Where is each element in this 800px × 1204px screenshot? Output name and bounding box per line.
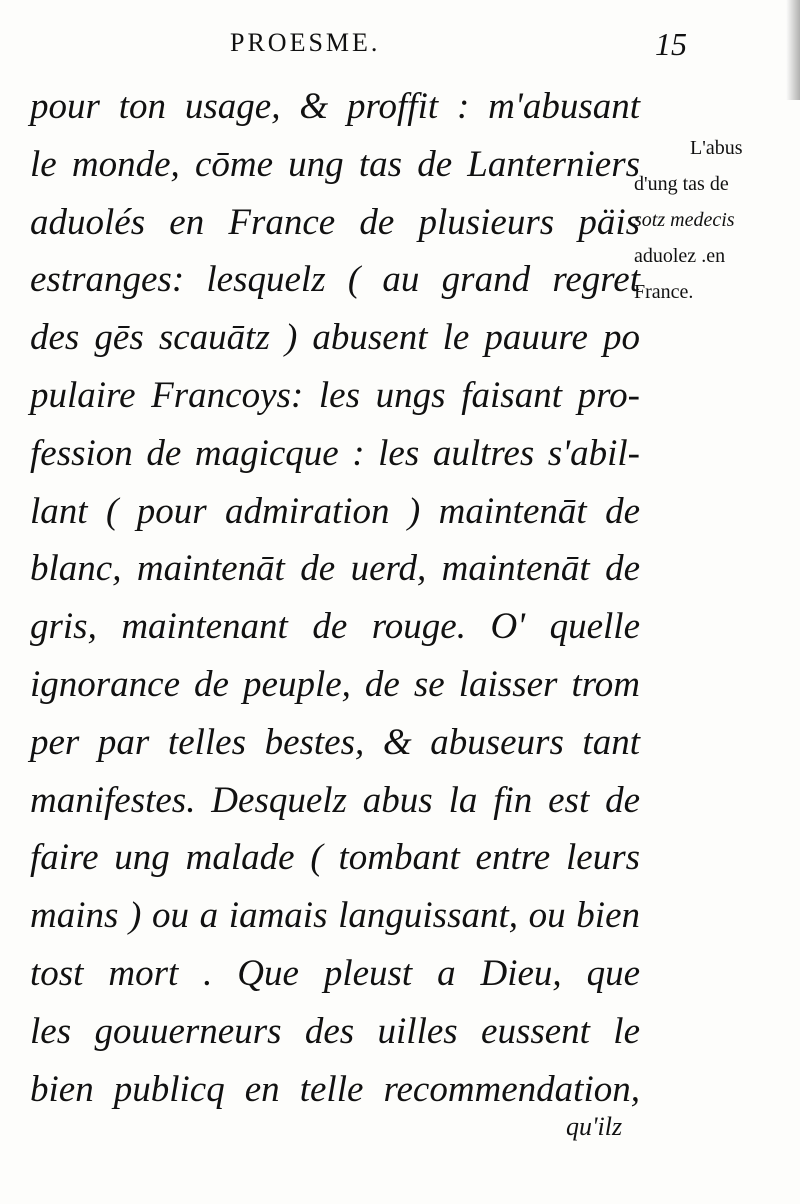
text-line: lant ( pour admiration ) maintenāt de <box>30 490 640 532</box>
text-line: bien publicq en telle recommendation, <box>30 1068 640 1110</box>
text-line: manifestes. Desquelz abus la fin est de <box>30 779 640 821</box>
text-line: blanc, maintenāt de uerd, maintenāt de <box>30 548 640 590</box>
text-line: les gouuerneurs des uilles eussent le <box>30 1010 640 1052</box>
text-line: mains ) ou a iamais languissant, ou bien <box>30 895 640 937</box>
text-line: estranges: lesquelz ( au grand regret <box>30 259 640 301</box>
text-line: ignorance de peuple, de se laisser trom <box>30 663 640 705</box>
text-line: des gēs scauātz ) abusent le pauure po <box>30 317 640 359</box>
text-line: pulaire Francoys: les ungs faisant pro- <box>30 374 640 416</box>
marginal-note-line: aduolez .en <box>634 245 726 267</box>
page-number: 15 <box>655 26 687 62</box>
marginal-note <box>634 130 774 310</box>
text-line: le monde, cōme ung tas de Lanterniers <box>30 143 640 185</box>
text-line: per par telles bestes, & abuseurs tant <box>30 721 640 763</box>
text-line: pour ton usage, & proffit : m'abusant <box>30 86 640 127</box>
marginal-note-line: sotz medecis <box>634 209 735 231</box>
text-line: tost mort . Que pleust a Dieu, que <box>30 952 640 994</box>
text-line: aduolés en France de plusieurs päis <box>30 201 640 243</box>
text-line: fession de magicque : les aultres s'abil- <box>30 432 640 474</box>
catchword: qu'ilz <box>566 1112 623 1141</box>
running-head: PROESME. <box>230 28 381 57</box>
text-line: gris, maintenant de rouge. O' quelle <box>30 606 640 648</box>
page-edge-shadow <box>786 0 800 100</box>
marginal-note-line: d'ung tas de <box>634 173 729 195</box>
marginal-note-line: L'abus <box>690 137 743 159</box>
text-line: faire ung malade ( tombant entre leurs <box>30 837 640 879</box>
marginal-note-line: France. <box>634 281 694 303</box>
body-text <box>30 78 640 1118</box>
